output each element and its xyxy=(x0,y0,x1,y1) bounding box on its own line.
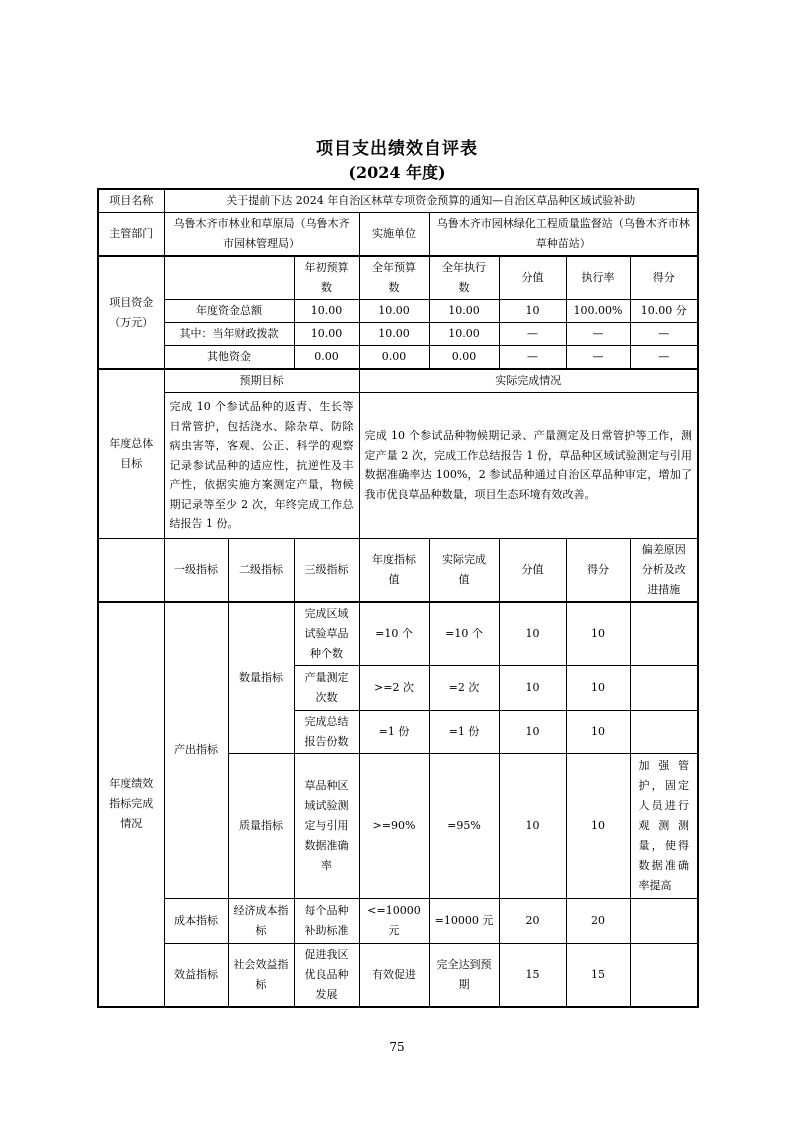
indicator-target-cell: =1 份 xyxy=(359,710,429,753)
self-eval-table xyxy=(97,188,699,1008)
unit-cell: 乌鲁木齐市园林绿化工程质量监督站（乌鲁木齐市林草种苗站） xyxy=(429,213,698,257)
page-title: 项目支出绩效自评表 xyxy=(316,139,478,159)
level2-quantity-cell: 数量指标 xyxy=(228,602,294,754)
funds-col-annual-execution: 全年执行数 xyxy=(429,256,499,300)
indicator-target-cell: 有效促进 xyxy=(359,943,429,1007)
indicator-actual-cell: =1 份 xyxy=(429,710,499,753)
fund-score-cell: 10 xyxy=(499,300,566,323)
indicator-actual-cell: =2 次 xyxy=(429,665,499,710)
fund-rate-cell: — xyxy=(566,323,630,346)
indicators-col-score: 分值 xyxy=(499,538,566,602)
fund-rate-cell: — xyxy=(566,346,630,370)
funds-col-initial-budget: 年初预算数 xyxy=(294,256,359,300)
indicator-points-cell: 15 xyxy=(566,943,630,1007)
indicators-section-label-cell: 年度绩效指标完成情况 xyxy=(98,602,164,1008)
indicator-score-cell: 10 xyxy=(499,602,566,666)
funds-header-blank-cell xyxy=(164,256,294,300)
department-cell: 乌鲁木齐市林业和草原局（乌鲁木齐市园林管理局） xyxy=(164,213,359,257)
fund-initial-cell: 10.00 xyxy=(294,300,359,323)
actual-result-text: 完成 10 个参试品种物候期记录、产量测定及日常管护等工作，测定产量 2 次，完成工作总结报告 1 份，草品种区域试验测定与引用数据准确率达 100%，2 参试品种通过自治区草品种审定，增加了我市优良草品种数量，项目生态环境有效改善。 xyxy=(359,393,698,539)
indicators-col-level2: 二级指标 xyxy=(228,538,294,602)
funds-label-cell: 项目资金（万元） xyxy=(98,256,164,369)
indicators-col-points: 得分 xyxy=(566,538,630,602)
indicator-deviation-cell xyxy=(630,710,698,753)
page-subtitle: (2024 年度) xyxy=(348,163,446,182)
level1-output-cell: 产出指标 xyxy=(164,602,228,899)
fund-points-cell: — xyxy=(630,346,698,370)
funds-col-points: 得分 xyxy=(630,256,698,300)
unit-label-cell: 实施单位 xyxy=(359,213,429,257)
fund-execution-cell: 0.00 xyxy=(429,346,499,370)
indicator-deviation-cell: 加强管护，固定人员进行观测测量，使得数据准确率提高 xyxy=(630,753,698,898)
project-name-cell: 关于提前下达 2024 年自治区林草专项资金预算的通知—自治区草品种区域试验补助 xyxy=(164,189,698,213)
indicator-name-cell: 产量测定次数 xyxy=(294,665,359,710)
indicator-score-cell: 10 xyxy=(499,753,566,898)
indicator-points-cell: 10 xyxy=(566,753,630,898)
fund-budget-cell: 0.00 xyxy=(359,346,429,370)
project-name-label-cell: 项目名称 xyxy=(98,189,164,213)
indicator-target-cell: >=90% xyxy=(359,753,429,898)
fund-row-label-cell: 其他资金 xyxy=(164,346,294,370)
indicator-deviation-cell xyxy=(630,943,698,1007)
fund-initial-cell: 0.00 xyxy=(294,346,359,370)
fund-points-cell: — xyxy=(630,323,698,346)
indicator-name-cell: 促进我区优良品种发展 xyxy=(294,943,359,1007)
level2-econ-cost-cell: 经济成本指标 xyxy=(228,898,294,943)
indicator-points-cell: 10 xyxy=(566,665,630,710)
title-block xyxy=(0,139,794,183)
level1-cost-cell: 成本指标 xyxy=(164,898,228,943)
indicators-col-target: 年度指标值 xyxy=(359,538,429,602)
indicators-col-level3: 三级指标 xyxy=(294,538,359,602)
indicator-points-cell: 20 xyxy=(566,898,630,943)
page-number: 75 xyxy=(389,1040,405,1054)
expected-goal-text: 完成 10 个参试品种的返青、生长等日常管护，包括浇水、除杂草、防除病虫害等，客观、公正、科学的观察记录参试品种的适应性，抗逆性及丰产性，依据实施方案测定产量，物候期记录等至少 2 次，年终完成工作总结报告 1 份。 xyxy=(164,393,359,539)
level1-benefit-cell: 效益指标 xyxy=(164,943,228,1007)
funds-col-score: 分值 xyxy=(499,256,566,300)
expected-goal-header-cell: 预期目标 xyxy=(164,369,359,393)
indicator-target-cell: >=2 次 xyxy=(359,665,429,710)
indicator-name-cell: 草品种区域试验测定与引用数据准确率 xyxy=(294,753,359,898)
actual-result-header-cell: 实际完成情况 xyxy=(359,369,698,393)
department-label-cell: 主管部门 xyxy=(98,213,164,257)
indicator-deviation-cell xyxy=(630,665,698,710)
indicators-header-blank-cell xyxy=(98,538,164,602)
indicator-name-cell: 完成区域试验草品种个数 xyxy=(294,602,359,666)
indicator-deviation-cell xyxy=(630,602,698,666)
funds-col-execution-rate: 执行率 xyxy=(566,256,630,300)
indicator-actual-cell: 完全达到预期 xyxy=(429,943,499,1007)
fund-budget-cell: 10.00 xyxy=(359,323,429,346)
indicator-deviation-cell xyxy=(630,898,698,943)
level2-quality-cell: 质量指标 xyxy=(228,753,294,898)
indicator-points-cell: 10 xyxy=(566,710,630,753)
fund-row-label-cell: 其中：当年财政拨款 xyxy=(164,323,294,346)
fund-execution-cell: 10.00 xyxy=(429,323,499,346)
indicator-actual-cell: =10 个 xyxy=(429,602,499,666)
goal-label-cell: 年度总体目标 xyxy=(98,369,164,538)
indicator-score-cell: 15 xyxy=(499,943,566,1007)
fund-score-cell: — xyxy=(499,323,566,346)
indicators-col-level1: 一级指标 xyxy=(164,538,228,602)
indicator-score-cell: 20 xyxy=(499,898,566,943)
indicator-name-cell: 完成总结报告份数 xyxy=(294,710,359,753)
indicator-name-cell: 每个品种补助标准 xyxy=(294,898,359,943)
fund-initial-cell: 10.00 xyxy=(294,323,359,346)
fund-score-cell: — xyxy=(499,346,566,370)
indicator-score-cell: 10 xyxy=(499,665,566,710)
fund-row-label-cell: 年度资金总额 xyxy=(164,300,294,323)
indicators-col-deviation: 偏差原因分析及改进措施 xyxy=(630,538,698,602)
level2-social-benefit-cell: 社会效益指标 xyxy=(228,943,294,1007)
indicator-target-cell: =10 个 xyxy=(359,602,429,666)
indicators-col-actual: 实际完成值 xyxy=(429,538,499,602)
indicator-actual-cell: =10000 元 xyxy=(429,898,499,943)
fund-budget-cell: 10.00 xyxy=(359,300,429,323)
fund-points-cell: 10.00 分 xyxy=(630,300,698,323)
fund-rate-cell: 100.00% xyxy=(566,300,630,323)
indicator-target-cell: <=10000 元 xyxy=(359,898,429,943)
fund-execution-cell: 10.00 xyxy=(429,300,499,323)
funds-col-annual-budget: 全年预算数 xyxy=(359,256,429,300)
indicator-actual-cell: =95% xyxy=(429,753,499,898)
indicator-points-cell: 10 xyxy=(566,602,630,666)
indicator-score-cell: 10 xyxy=(499,710,566,753)
